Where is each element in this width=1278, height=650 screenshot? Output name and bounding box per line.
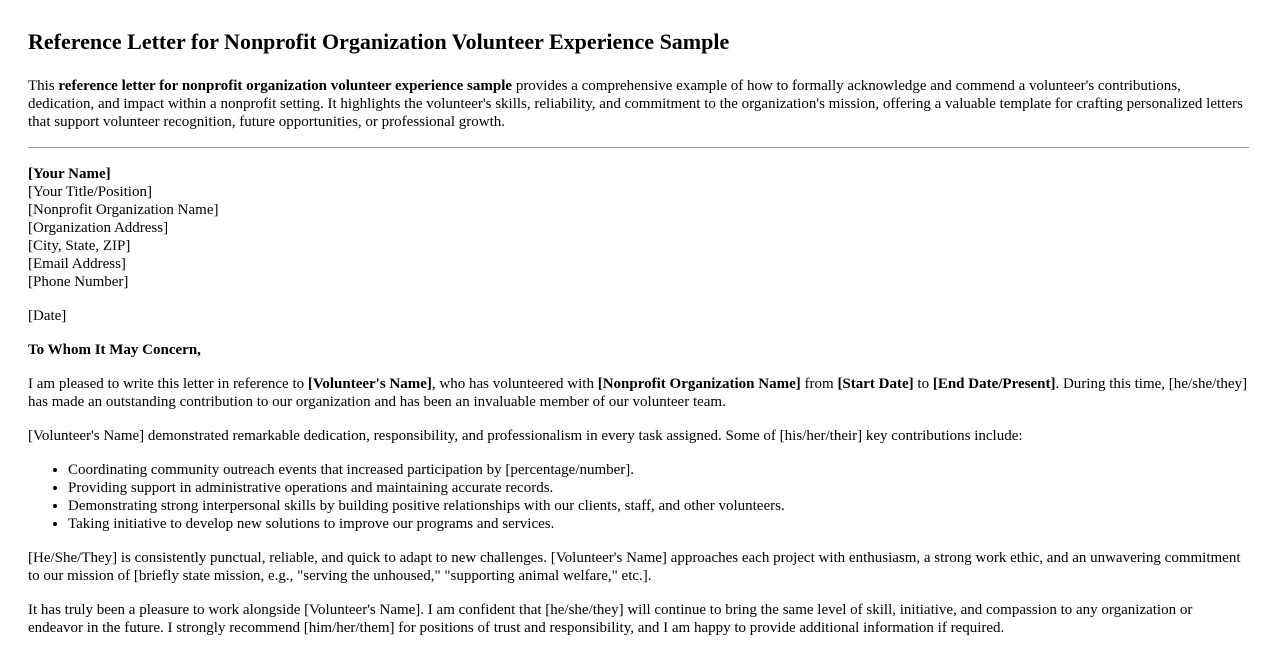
sender-organization: [Nonprofit Organization Name]	[28, 202, 219, 218]
page-title: Reference Letter for Nonprofit Organization Volunteer Experience Sample	[28, 29, 730, 54]
intro-suffix: provides a comprehensive example of how to formally acknowledge and commend a volunteer's contributions, dedication, and impact within a nonprofit setting. It highlights the volunteer's skills, reliability, and commitment to the organization's mission, offering a valuable template for crafting personalized letters that support volunteer recognition, future opportunities, or professional growth.	[28, 78, 1243, 130]
sender-phone: [Phone Number]	[28, 274, 129, 290]
list-item: • Providing support in administrative operations and maintaining accurate records.	[68, 479, 1250, 497]
list-item: • Demonstrating strong interpersonal skills by building positive relationships with our clients, staff, and other volunteers.	[68, 497, 1250, 515]
sender-address-block	[28, 165, 1250, 291]
sender-city-state-zip: [City, State, ZIP]	[28, 238, 131, 254]
text-run: . During this time, [he/she/they] has made an outstanding contribution to our organization and has been an invaluable member of our volunteer team.	[28, 376, 1248, 410]
paragraph-character: [He/She/They] is consistently punctual, reliable, and quick to adapt to new challenges. [Volunteer's Name] approaches each project with enthusiasm, a strong work ethic, and an unwavering commitment to our mission of [briefly state mission, e.g., "serving the unhoused," "supporting animal welfare," etc.].	[28, 550, 1241, 584]
paragraph-recommendation: It has truly been a pleasure to work alongside [Volunteer's Name]. I am confident that [he/she/they] will continue to bring the same level of skill, initiative, and compassion to any organization or endeavor in the future. I strongly recommend [him/her/them] for positions of trust and responsibility, and I am happy to provide additional information if required.	[28, 602, 1193, 636]
intro-paragraph	[28, 77, 1250, 131]
text-run: I am pleased to write this letter in reference to	[28, 376, 308, 392]
end-date-placeholder: [End Date/Present]	[932, 376, 1056, 392]
sender-email: [Email Address]	[28, 256, 126, 272]
volunteer-name-placeholder: [Volunteer's Name]	[307, 376, 432, 392]
intro-prefix: This	[28, 78, 59, 94]
paragraph-dedication: [Volunteer's Name] demonstrated remarkable dedication, responsibility, and professionalism in every task assigned. Some of [his/her/their] key contributions include:	[28, 428, 1023, 444]
salutation-text: To Whom It May Concern,	[28, 342, 201, 358]
letter-date: [Date]	[28, 308, 67, 324]
text-run: to	[913, 376, 933, 392]
text-run: from	[800, 376, 838, 392]
paragraph-introduction	[28, 375, 1250, 411]
intro-keyword: reference letter for nonprofit organization volunteer experience sample	[58, 78, 513, 94]
text-run: , who has volunteered with	[431, 376, 598, 392]
sender-name: [Your Name]	[28, 166, 111, 182]
list-item: • Coordinating community outreach events that increased participation by [percentage/number].	[68, 461, 1250, 479]
sender-title: [Your Title/Position]	[28, 184, 152, 200]
list-item: • Taking initiative to develop new solutions to improve our programs and services.	[68, 515, 1250, 533]
organization-name-placeholder: [Nonprofit Organization Name]	[597, 376, 801, 392]
start-date-placeholder: [Start Date]	[837, 376, 914, 392]
divider	[28, 147, 1249, 148]
sender-address: [Organization Address]	[28, 220, 169, 236]
contributions-list	[28, 461, 1250, 533]
salutation	[28, 341, 1250, 359]
